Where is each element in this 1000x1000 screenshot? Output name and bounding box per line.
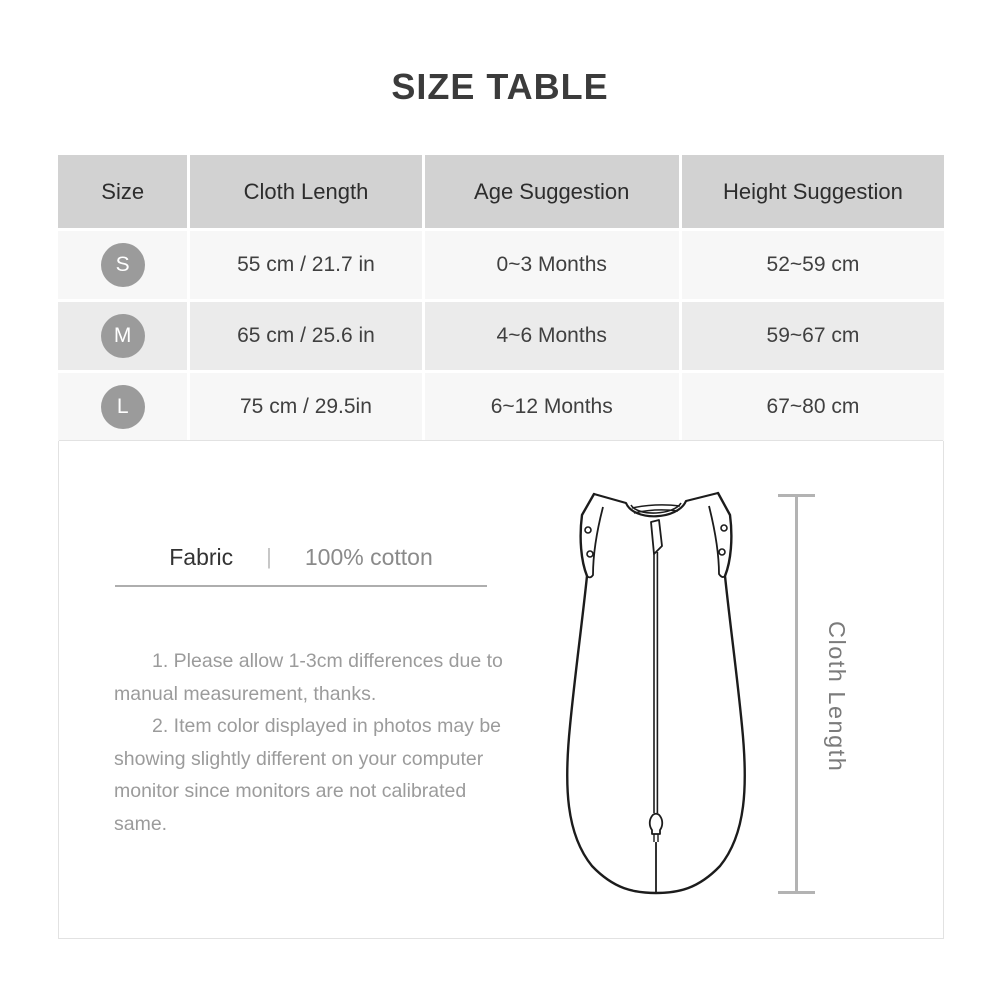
table-row-l-cloth-length: 75 cm / 29.5in	[190, 373, 421, 441]
note-1: 1. Please allow 1-3cm differences due to manual measurement, thanks.	[114, 650, 503, 705]
measure-cap-bottom	[778, 891, 815, 894]
table-row-l-age: 6~12 Months	[425, 373, 679, 441]
measurement-notes	[114, 645, 516, 840]
page-title: SIZE TABLE	[391, 66, 609, 107]
table-row-s-height: 52~59 cm	[682, 231, 944, 299]
table-row-m-age: 4~6 Months	[425, 302, 679, 370]
cloth-length-measure-label: Cloth Length	[824, 621, 850, 773]
measure-line	[795, 494, 798, 894]
table-row-m-size-cell	[58, 302, 187, 370]
note-2: 2. Item color displayed in photos may be showing slightly different on your computer monitor since monitors are not calibrated same.	[114, 715, 502, 835]
column-header-height-suggestion: Height Suggestion	[682, 155, 944, 228]
table-row-m-height: 59~67 cm	[682, 302, 944, 370]
table-row-s-cloth-length: 55 cm / 21.7 in	[190, 231, 421, 299]
table-row-l-height: 67~80 cm	[682, 373, 944, 441]
sleep-sack-drawing	[546, 462, 766, 922]
size-table	[58, 155, 944, 441]
size-badge-m: M	[101, 314, 145, 358]
column-header-size: Size	[58, 155, 187, 228]
fabric-row	[115, 540, 487, 574]
table-row-l-size-cell	[58, 373, 187, 441]
table-bottom-divider	[59, 440, 943, 441]
fabric-divider: |	[266, 544, 272, 569]
fabric-underline	[115, 585, 487, 587]
table-row-m-cloth-length: 65 cm / 25.6 in	[190, 302, 421, 370]
table-row-s-age: 0~3 Months	[425, 231, 679, 299]
content-panel	[58, 155, 944, 939]
size-badge-s: S	[101, 243, 145, 287]
fabric-value: 100% cotton	[304, 543, 433, 570]
column-header-age-suggestion: Age Suggestion	[425, 155, 679, 228]
table-row-s-size-cell	[58, 231, 187, 299]
size-badge-l: L	[101, 385, 145, 429]
fabric-label: Fabric	[169, 543, 234, 570]
column-header-cloth-length: Cloth Length	[190, 155, 421, 228]
